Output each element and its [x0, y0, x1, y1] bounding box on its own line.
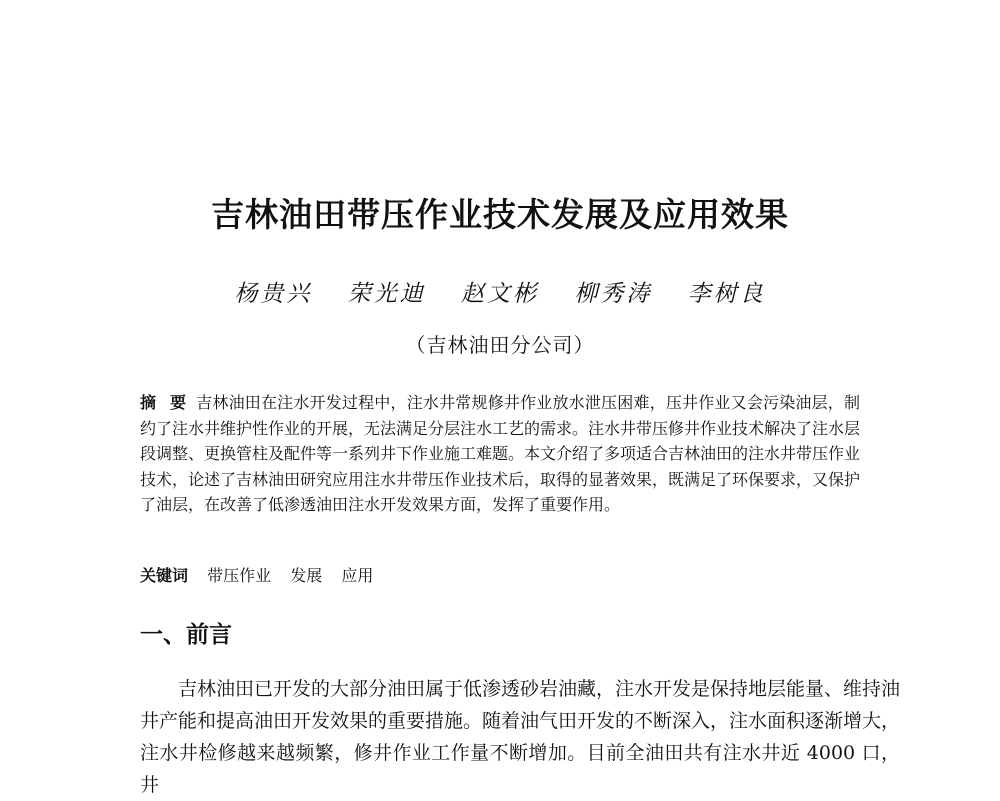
- author-1: 杨贵兴: [234, 281, 313, 307]
- abstract-label: 摘 要: [140, 393, 191, 412]
- section-heading: 一、前言: [140, 622, 232, 648]
- author-2: 荣光迪: [347, 281, 426, 307]
- affiliation: （吉林油田分公司）: [405, 333, 595, 357]
- author-list: [0, 278, 1000, 310]
- keyword-3: 应用: [341, 566, 374, 585]
- body-paragraph: 吉林油田已开发的大部分油田属于低渗透砂岩油藏，注水开发是保持地层能量、维持油井产能和提高油田开发效果的重要措施。随着油气田开发的不断深入，注水面积逐渐增大，注水井检修越来越频繁，修井作业工作量不断增加。目前全油田共有注水井近 4000 口，井: [140, 678, 901, 796]
- author-3: 赵文彬: [461, 281, 539, 307]
- paper-title: 吉林油田带压作业技术发展及应用效果: [211, 195, 789, 234]
- author-4: 柳秀涛: [574, 281, 653, 307]
- keyword-1: 带压作业: [207, 566, 272, 585]
- keywords: [140, 563, 860, 588]
- keywords-label: 关键词: [140, 566, 189, 585]
- keyword-2: 发展: [290, 566, 323, 585]
- abstract: [140, 390, 860, 518]
- author-5: 李树良: [687, 281, 766, 307]
- abstract-text: 吉林油田在注水开发过程中，注水井常规修井作业放水泄压困难，压井作业又会污染油层，制约了注水井维护性作业的开展，无法满足分层注水工艺的需求。注水井带压修井作业技术解决了注水层段调整、更换管柱及配件等一系列井下作业施工难题。本文介绍了多项适合吉林油田的注水井带压作业技术，论述了吉林油田研究应用注水井带压作业技术后，取得的显著效果，既满足了环保要求，又保护了油层，在改善了低渗透油田注水开发效果方面，发挥了重要作用。: [140, 393, 861, 514]
